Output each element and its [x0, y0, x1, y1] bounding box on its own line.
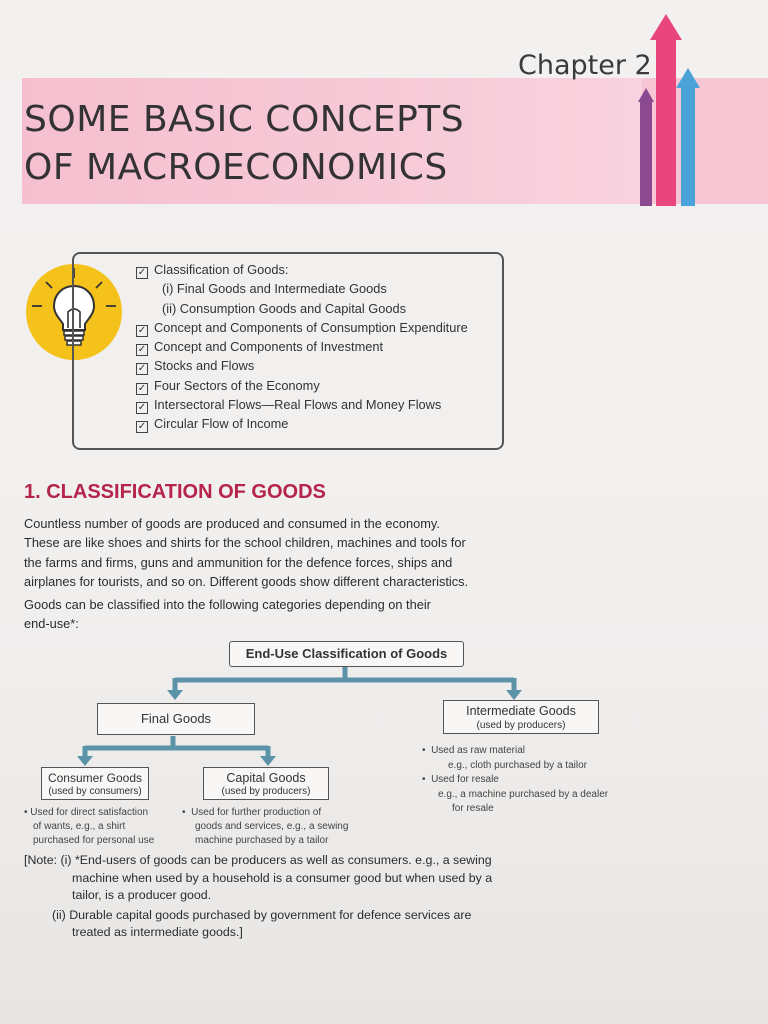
toc-item: ✓ Stocks and Flows: [137, 358, 255, 375]
diagram-root: End-Use Classification of Goods: [229, 641, 464, 667]
diagram-capital-goods: Capital Goods (used by producers): [203, 767, 329, 800]
toc-list: [136, 260, 468, 434]
checkbox-icon: ✓: [137, 421, 147, 433]
consumer-note-2: of wants, e.g., a shirt: [33, 821, 126, 832]
diagram-final-goods: Final Goods: [97, 703, 255, 735]
diagram-intermediate-goods: Intermediate Goods (used by producers): [443, 700, 599, 734]
note-block: [Note: (i) *End-users of goods can be producers as well as consumers. e.g., a sewing machine when used by a household is a consumer good but when used by a tailor, is a producer good. (ii) Durable capital goods purchased by government for defence services are treated as intermediate goods.]: [24, 853, 493, 940]
toc-item: (ii) Consumption Goods and Capital Goods: [162, 300, 406, 316]
checkbox-icon: ✓: [137, 324, 147, 336]
paragraph-intro: Countless number of goods are produced and consumed in the economy. These are like shoes and shirts for the school children, machines and tools for the farms and firms, guns and ammunition for the defence forces, ships and airplanes for tourists, and so on. Different goods show different characteristics.: [24, 516, 469, 590]
checkbox-icon: ✓: [137, 344, 147, 356]
checkbox-icon: ✓: [137, 363, 147, 375]
toc-item: ✓ Classification of Goods:: [137, 262, 289, 278]
intermediate-note-2: e.g., cloth purchased by a tailor: [448, 760, 587, 771]
capital-note-3: machine purchased by a tailor: [195, 835, 329, 846]
chapter-title-line2: OF MACROECONOMICS: [24, 147, 448, 188]
toc-item: ✓ Intersectoral Flows—Real Flows and Money Flows: [137, 397, 442, 414]
section-heading: 1. CLASSIFICATION OF GOODS: [24, 481, 326, 503]
intermediate-note-1: • Used as raw material: [422, 745, 525, 756]
chapter-title-line1: SOME BASIC CONCEPTS: [24, 99, 465, 140]
intermediate-note-3: • Used for resale: [422, 774, 499, 785]
consumer-note-3: purchased for personal use: [33, 835, 155, 846]
intermediate-note-5: for resale: [452, 803, 494, 814]
chapter-title: [24, 96, 464, 192]
capital-note-2: goods and services, e.g., a sewing: [195, 821, 349, 832]
checkbox-icon: ✓: [137, 382, 147, 394]
toc-item: ✓ Four Sectors of the Economy: [137, 377, 320, 394]
toc-item: ✓ Concept and Components of Consumption Expenditure: [137, 319, 468, 336]
capital-note-1: • Used for further production of: [182, 807, 322, 818]
toc-item: ✓ Concept and Components of Investment: [137, 339, 384, 356]
growth-arrows-icon: [628, 10, 708, 206]
checkbox-icon: ✓: [137, 267, 147, 278]
chapter-label: Chapter 2: [518, 50, 652, 81]
intermediate-note-4: e.g., a machine purchased by a dealer: [438, 789, 609, 800]
consumer-note-1: • Used for direct satisfaction: [24, 807, 149, 818]
checkbox-icon: ✓: [137, 402, 147, 414]
toc-item: (i) Final Goods and Intermediate Goods: [162, 281, 387, 297]
paragraph-classification: Goods can be classified into the following categories depending on their end-use*:: [24, 597, 431, 632]
diagram-consumer-goods: Consumer Goods (used by consumers): [41, 767, 149, 800]
toc-item: ✓ Circular Flow of Income: [137, 416, 289, 433]
